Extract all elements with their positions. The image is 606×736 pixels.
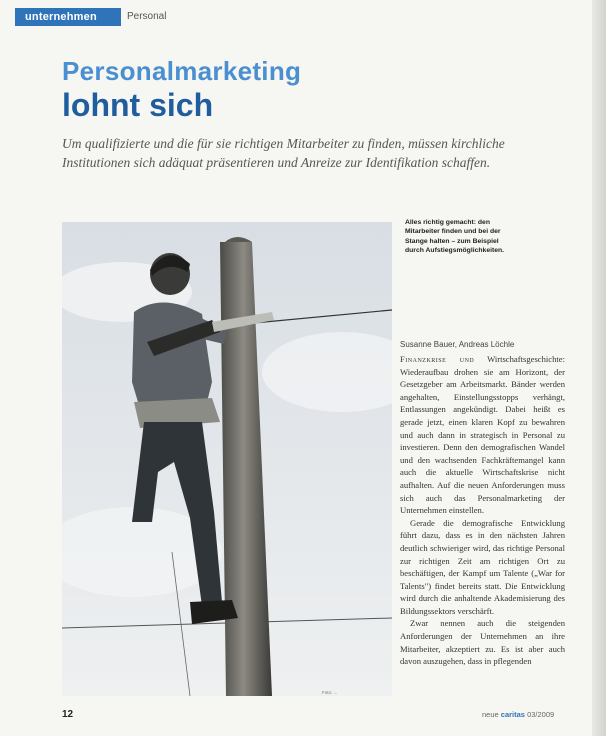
paragraph-2: Gerade die demografische Entwicklung führt dazu, dass es in den nächsten Jahren deutlich schwieriger wird, das richtige Personal zur richtigen Zeit am richtigen Ort zu beschäftigen, der Kampf um Talente („War for Talents") findet bereits statt. Die Entwicklung wird durch die anhaltende Akademisierung des Bildungssektors verschärft. <box>400 517 565 616</box>
paragraph-3: Zwar nennen auch die steigenden Anforderungen der Unternehmen an ihre Mitarbeiter, akzeptiert zu. Es ist aber auch davon auszugehen, dass in pflegenden <box>400 618 565 667</box>
photo-caption: Alles richtig gemacht: den Mitarbeiter finden und bei der Stange halten – zum Beispiel durch Aufstiegsmöglichkeiten. <box>405 219 505 255</box>
paragraph-1 <box>400 353 565 517</box>
subsection-label: Personal <box>127 11 167 22</box>
magazine-footer <box>482 710 554 719</box>
page-edge <box>592 0 606 736</box>
brand-prefix: neue <box>482 710 499 719</box>
page-number: 12 <box>62 709 74 720</box>
article-lead: Um qualifizierte und die für sie richtigen Mitarbeiter zu finden, müssen kirchliche Institutionen sich adäquat präsentieren und Anreize zur Identifikation schaffen. <box>62 136 505 170</box>
section-tab <box>15 8 121 26</box>
article-title-line2: lohnt sich <box>62 87 214 123</box>
issue-number: 03/2009 <box>527 710 555 719</box>
article-title-line1: Personalmarketing <box>62 56 302 86</box>
section-label: unternehmen <box>25 11 97 23</box>
brand-name: caritas <box>500 710 525 719</box>
lineman-photo <box>62 222 392 696</box>
article-body <box>400 353 565 668</box>
photo-credit: Foto: ... <box>322 690 338 695</box>
paragraph-1-text: Wirtschaftsgeschichte: Wiederaufbau drohen sie am Horizont, der Gesetzgeber am Arbeitsmarkt. Bänder werden angehalten, Einstellungsstopps verhängt, Entlassungen angekündigt. Dabei heißt es gerade jetzt, einen klaren Kopf zu bewahren und auch dann in strategisch in Personal zu investieren. Denn den demografischen Wandel und den wachsenden Fachkräftemangel kann auch die aktuelle Wirtschaftskrise nicht aufhalten. Auf die neuen Anforderungen muss sich auch das Personalmarketing der Unternehmen einstellen. <box>400 354 565 516</box>
lead-in: Finanzkrise und <box>400 354 475 364</box>
article-authors: Susanne Bauer, Andreas Löchle <box>400 340 515 349</box>
